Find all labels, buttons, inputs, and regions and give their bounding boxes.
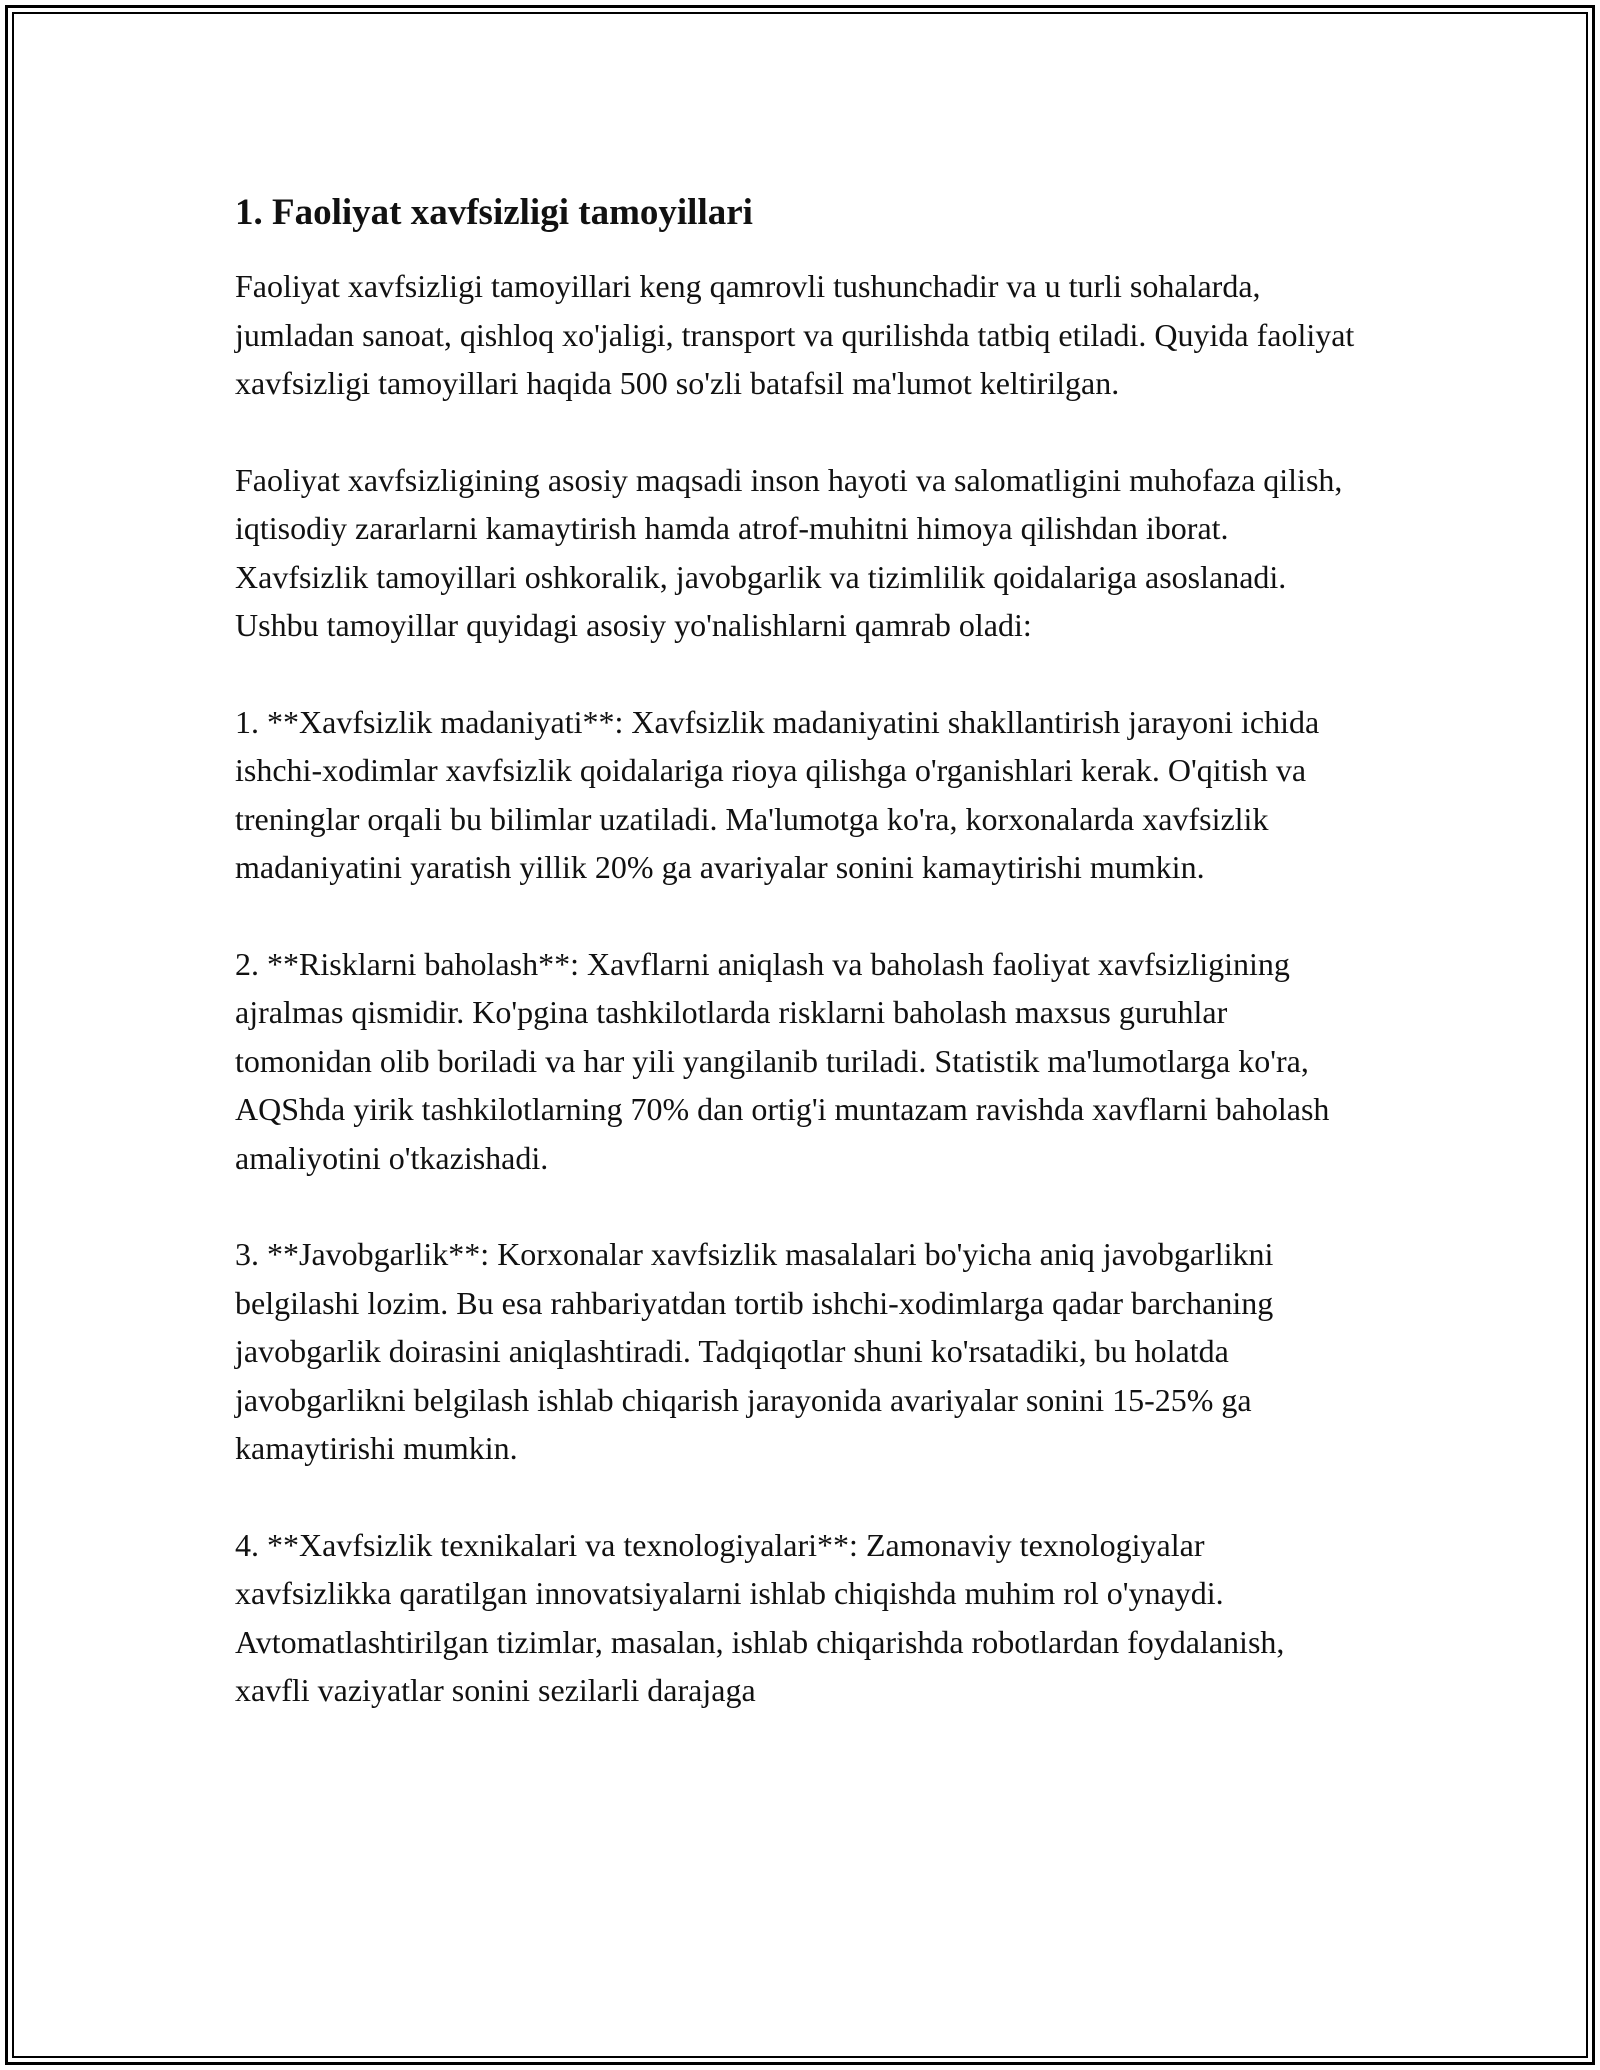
- list-item-risk-assessment: 2. **Risklarni baholash**: Xavflarni aniqlash va baholash faoliyat xavfsizligining ajralmas qismidir. Ko'pgina tashkilotlarda risklarni baholash maxsus guruhlar tomonidan olib boriladi va har yili yangilanib turiladi. Statistik ma'lumotlarga ko'ra, AQShda yirik tashkilotlarning 70% dan ortig'i muntazam ravishda xavflarni baholash amaliyotini o'tkazishadi.: [235, 945, 1330, 1176]
- list-item-responsibility: 3. **Javobgarlik**: Korxonalar xavfsizlik masalalari bo'yicha aniq javobgarlikni belgilashi lozim. Bu esa rahbariyatdan tortib ishchi-xodimlarga qadar barchaning javobgarlik doirasini aniqlashtiradi. Tadqiqotlar shuni ko'rsatadiki, bu holatda javobgarlikni belgilash ishlab chiqarish jarayonida avariyalar sonini 15-25% ga kamaytirishi mumkin.: [235, 1236, 1274, 1466]
- list-item-safety-technologies: 4. **Xavfsizlik texnikalari va texnologiyalari**: Zamonaviy texnologiyalar xavfsizlikka qaratilgan innovatsiyalarni ishlab chiqishda muhim rol o'ynaydi. Avtomatlashtirilgan tizimlar, masalan, ishlab chiqarishda robotlardan foydalanish, xavfli vaziyatlar sonini sezilarli darajaga: [235, 1526, 1285, 1708]
- document-body: [235, 188, 1365, 1763]
- goal-paragraph: Faoliyat xavfsizligining asosiy maqsadi inson hayoti va salomatligini muhofaza qilish, iqtisodiy zararlarni kamaytirish hamda atrof-muhitni himoya qilishdan iborat. Xavfsizlik tamoyillari oshkoralik, javobgarlik va tizimlilik qoidalariga asoslanadi. Ushbu tamoyillar quyidagi asosiy yo'nalishlarni qamrab oladi:: [235, 461, 1343, 643]
- list-item-safety-culture: 1. **Xavfsizlik madaniyati**: Xavfsizlik madaniyatini shakllantirish jarayoni ichida ishchi-xodimlar xavfsizlik qoidalariga rioya qilishga o'rganishlari kerak. O'qitish va treninglar orqali bu bilimlar uzatiladi. Ma'lumotga ko'ra, korxonalarda xavfsizlik madaniyatini yaratish yillik 20% ga avariyalar sonini kamaytirishi mumkin.: [235, 703, 1320, 885]
- section-heading: 1. Faoliyat xavfsizligi tamoyillari: [235, 192, 753, 233]
- intro-paragraph: Faoliyat xavfsizligi tamoyillari keng qamrovli tushunchadir va u turli sohalarda, jumladan sanoat, qishloq xo'jaligi, transport va qurilishda tatbiq etiladi. Quyida faoliyat xavfsizligi tamoyillari haqida 500 so'zli batafsil ma'lumot keltirilgan.: [235, 268, 1355, 401]
